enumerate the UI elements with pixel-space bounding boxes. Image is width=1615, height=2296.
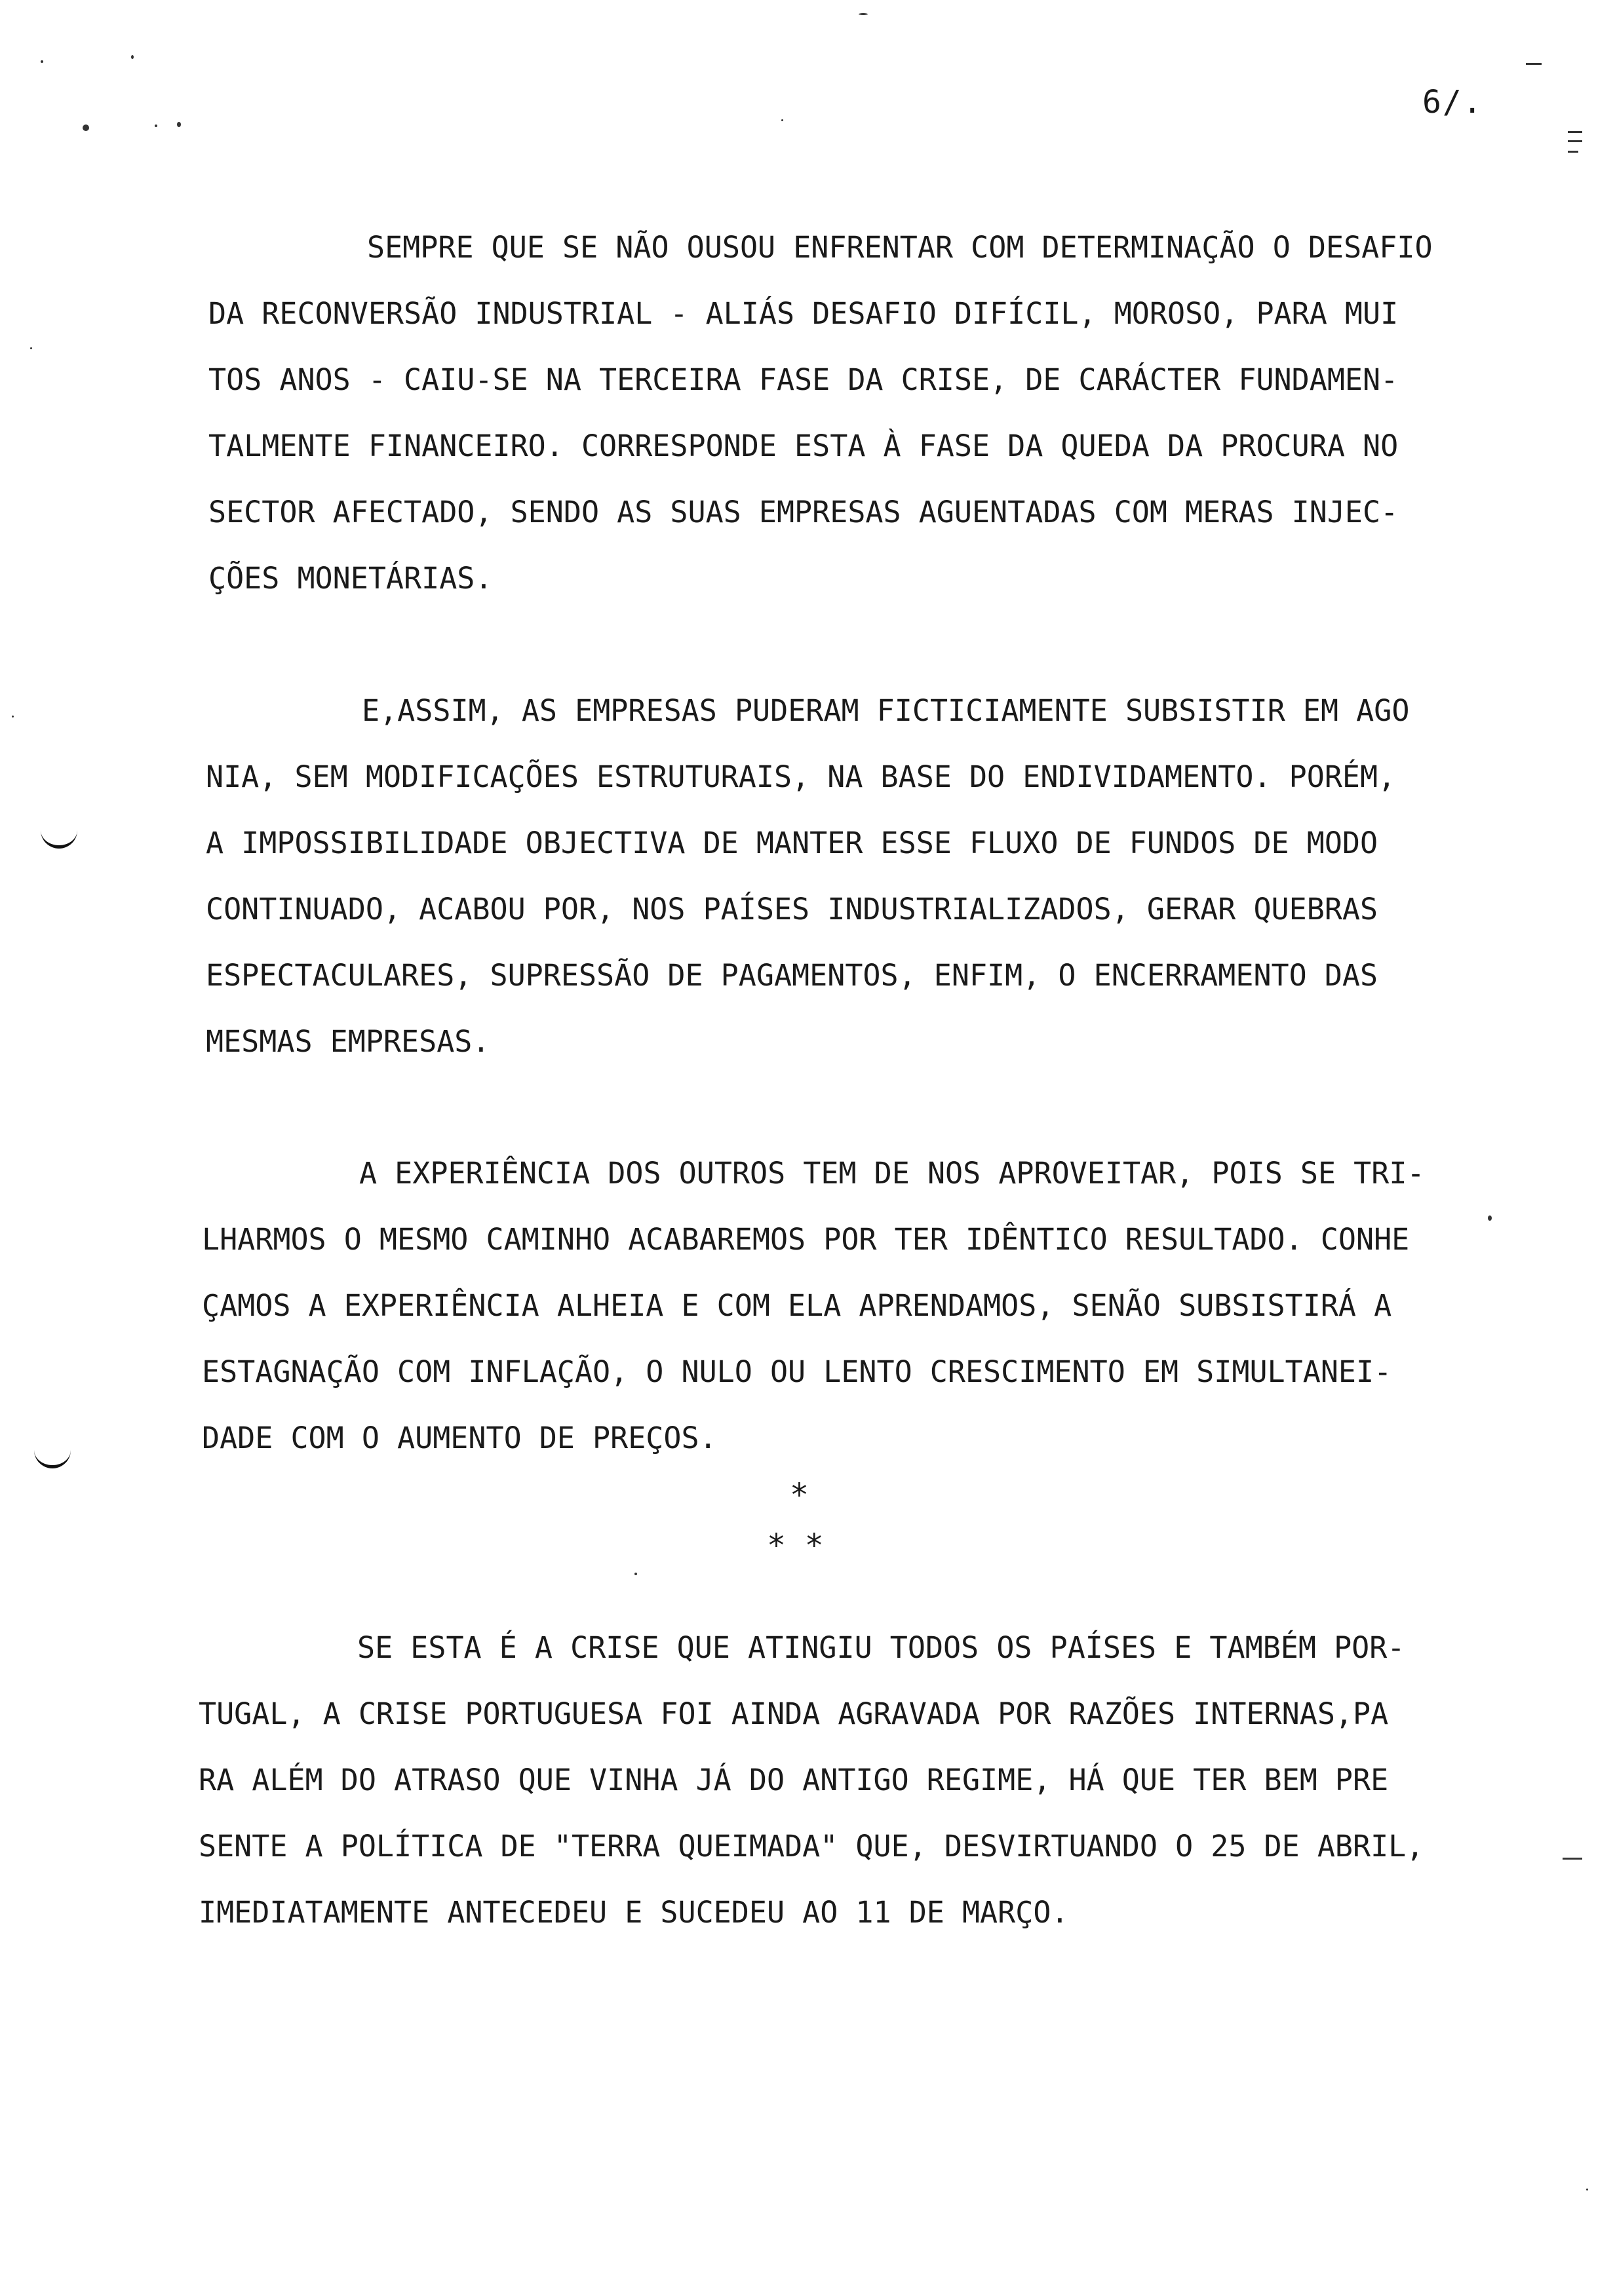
separator-stars-bottom: * * [767, 1527, 824, 1564]
scan-speck [155, 124, 157, 127]
paragraph-line: DADE COM O AUMENTO DE PREÇOS. [202, 1421, 717, 1455]
scan-speck [859, 13, 868, 15]
scan-speck [131, 55, 134, 59]
separator-star-top: * [790, 1477, 809, 1514]
paragraph-line: TUGAL, A CRISE PORTUGUESA FOI AINDA AGRAVADA POR RAZÕES INTERNAS,PA [199, 1696, 1389, 1731]
paragraph-line: SECTOR AFECTADO, SENDO AS SUAS EMPRESAS AGUENTADAS COM MERAS INJEC- [208, 495, 1399, 529]
paragraph-line: SENTE A POLÍTICA DE "TERRA QUEIMADA" QUE, DESVIRTUANDO O 25 DE ABRIL, [199, 1829, 1424, 1864]
scan-speck [12, 716, 14, 718]
margin-dash-mark [1568, 140, 1582, 142]
scan-speck [1488, 1215, 1492, 1221]
paragraph-line: ÇAMOS A EXPERIÊNCIA ALHEIA E COM ELA APRENDAMOS, SENÃO SUBSISTIRÁ A [202, 1288, 1392, 1323]
paragraph-line: LHARMOS O MESMO CAMINHO ACABAREMOS POR TER IDÊNTICO RESULTADO. CONHE [202, 1222, 1410, 1257]
paragraph-line: SE ESTA É A CRISE QUE ATINGIU TODOS OS PAÍSES E TAMBÉM POR- [357, 1630, 1405, 1665]
scan-speck [781, 119, 783, 121]
scan-speck [30, 347, 32, 349]
margin-dash-mark [1563, 1858, 1582, 1860]
punch-hole-mark [34, 1447, 71, 1468]
margin-dash-mark [1568, 131, 1582, 133]
margin-dash-mark [1526, 63, 1542, 65]
paragraph-line: ESPECTACULARES, SUPRESSÃO DE PAGAMENTOS, ENFIM, O ENCERRAMENTO DAS [206, 958, 1378, 993]
punch-hole-mark [41, 827, 77, 849]
paragraph-line: A EXPERIÊNCIA DOS OUTROS TEM DE NOS APROVEITAR, POIS SE TRI- [359, 1156, 1425, 1191]
paragraph-line: A IMPOSSIBILIDADE OBJECTIVA DE MANTER ESSE FLUXO DE FUNDOS DE MODO [206, 826, 1378, 860]
paragraph-line: CONTINUADO, ACABOU POR, NOS PAÍSES INDUSTRIALIZADOS, GERAR QUEBRAS [206, 892, 1378, 927]
paragraph-line: TALMENTE FINANCEIRO. CORRESPONDE ESTA À FASE DA QUEDA DA PROCURA NO [208, 429, 1399, 463]
paragraph-line: RA ALÉM DO ATRASO QUE VINHA JÁ DO ANTIGO REGIME, HÁ QUE TER BEM PRE [199, 1763, 1389, 1797]
paragraph-line: ÇÕES MONETÁRIAS. [208, 561, 493, 596]
scan-speck [83, 124, 89, 131]
paragraph-line: SEMPRE QUE SE NÃO OUSOU ENFRENTAR COM DETERMINAÇÃO O DESAFIO [367, 230, 1433, 265]
scan-speck [634, 1573, 637, 1575]
scan-speck [41, 60, 43, 63]
scan-speck [1586, 2189, 1588, 2191]
paragraph-line: ESTAGNAÇÃO COM INFLAÇÃO, O NULO OU LENTO CRESCIMENTO EM SIMULTANEI- [202, 1354, 1392, 1389]
paragraph-line: E,ASSIM, AS EMPRESAS PUDERAM FICTICIAMENTE SUBSISTIR EM AGO [362, 693, 1410, 728]
margin-dash-mark [1568, 151, 1578, 153]
scan-speck [177, 122, 181, 127]
paragraph-line: MESMAS EMPRESAS. [206, 1024, 490, 1059]
paragraph-line: TOS ANOS - CAIU-SE NA TERCEIRA FASE DA CRISE, DE CARÁCTER FUNDAMEN- [208, 362, 1399, 397]
paragraph-line: NIA, SEM MODIFICAÇÕES ESTRUTURAIS, NA BASE DO ENDIVIDAMENTO. PORÉM, [206, 759, 1396, 794]
paragraph-line: DA RECONVERSÃO INDUSTRIAL - ALIÁS DESAFIO DIFÍCIL, MOROSO, PARA MUI [208, 296, 1399, 331]
paragraph-line: IMEDIATAMENTE ANTECEDEU E SUCEDEU AO 11 DE MARÇO. [199, 1895, 1069, 1930]
page-number: 6/. [1422, 84, 1483, 121]
